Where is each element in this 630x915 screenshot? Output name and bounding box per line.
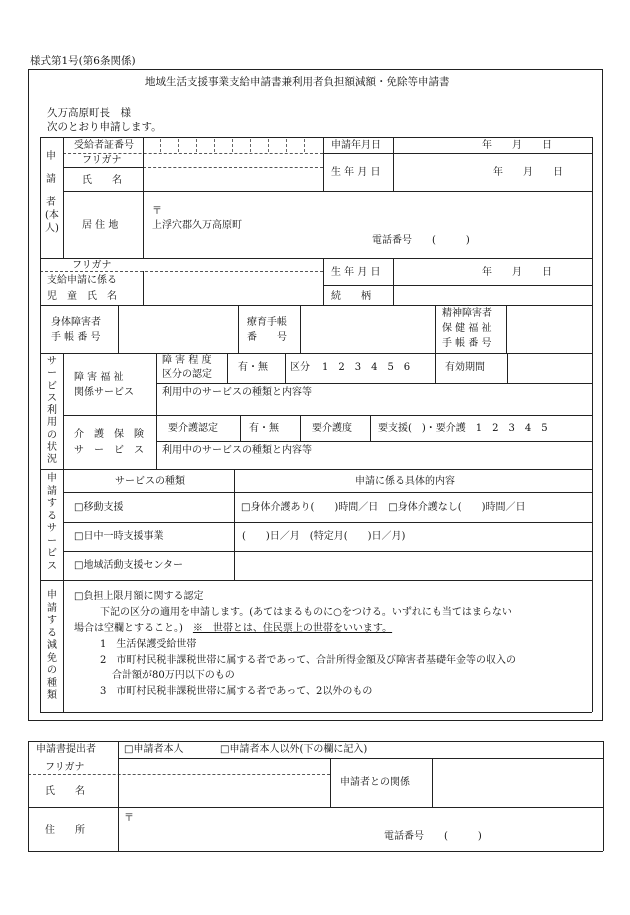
submitter-name-label: 氏 名 (45, 786, 85, 797)
submitter-phone[interactable]: 電話番号 ( ) (384, 831, 482, 842)
recipient-number-label: 受給者証番号 (74, 140, 134, 151)
applicant-birth-label: 生 年 月 日 (331, 167, 381, 178)
service-detail-mobility[interactable]: □身体介護あり( )時間／日 □身体介護なし( )時間／日 (241, 502, 526, 513)
applicant-section-label: 申 請 者 (本 人) (45, 151, 59, 234)
mental-handbook-label-3: 手 帳 番 号 (442, 338, 492, 349)
submitter-postal-mark: 〒 (124, 813, 134, 824)
disability-degree-label-2: 区分の認定 (162, 369, 212, 380)
submitter-label: 申請書提出者 (36, 744, 96, 755)
care-yes-no[interactable]: 有・無 (249, 423, 279, 434)
service-option-daytime[interactable]: □日中一時支援事業 (74, 531, 164, 542)
submitter-address-label: 住 所 (45, 825, 85, 836)
validity-label: 有効期間 (445, 362, 485, 373)
care-insurance-label-1: 介 護 保 険 (74, 429, 144, 440)
care-level-label: 要介護度 (312, 423, 352, 434)
applicant-birth-field[interactable]: 年 月 日 (493, 167, 563, 178)
postal-mark: 〒 (152, 206, 162, 217)
service-type-header: サービスの種類 (115, 476, 185, 487)
service-detail-daytime[interactable]: ( )日／月 (特定月( )日／月) (242, 531, 406, 542)
service-option-mobility[interactable]: □移動支援 (74, 502, 124, 513)
mental-handbook-label-1: 精神障害者 (442, 308, 492, 319)
form-title: 地域生活支援事業支給申請書兼利用者負担額減額・免除等申請書 (145, 76, 450, 88)
welfare-usage-label: 利用中のサービスの種類と内容等 (162, 387, 312, 398)
reduction-heading[interactable]: □負担上限月額に関する認定 (74, 591, 204, 602)
applicant-phone[interactable]: 電話番号 ( ) (372, 235, 470, 246)
application-date-field[interactable]: 年 月 日 (482, 140, 552, 151)
household-note: ※ 世帯とは、住民票上の世帯をいいます。 (192, 623, 393, 634)
category-values[interactable]: 1 2 3 4 5 6 (322, 362, 411, 373)
submitter-furigana-label: フリガナ (45, 762, 85, 773)
relation-label: 続 柄 (331, 291, 371, 302)
reduction-item-2: 2 市町村民税非課税世帯に属する者であって、合計所得金額及び障害者基礎年金等の収入の (100, 655, 517, 666)
reduction-item-2-cont: 合計額が80万円以下のもの (112, 670, 235, 681)
child-name-label-1: 支給申請に係る (47, 275, 117, 286)
physical-handbook-label-2: 手 帳 番 号 (51, 332, 101, 343)
care-level-values[interactable]: 要支援( )・要介護 1 2 3 4 5 (378, 423, 548, 434)
service-option-activity-center[interactable]: □地域活動支援センター (74, 560, 184, 571)
ryoiku-handbook-label-1: 療育手帳 (247, 317, 287, 328)
child-birth-field[interactable]: 年 月 日 (482, 267, 552, 278)
submitter-option-other[interactable]: □申請者本人以外(下の欄に記入) (220, 744, 368, 755)
child-name-label-2: 児 童 氏 名 (47, 291, 117, 302)
applicant-furigana-label: フリガナ (82, 155, 122, 166)
service-status-section-label: サ ー ビ ス 利 用 の 状 況 (47, 356, 57, 466)
requested-services-section-label: 申 請 す る サ ー ビ ス (47, 473, 57, 572)
child-birth-label: 生 年 月 日 (331, 267, 381, 278)
application-date-label: 申請年月日 (331, 140, 381, 151)
service-detail-header: 申請に係る具体的内容 (355, 476, 455, 487)
physical-handbook-label-1: 身体障害者 (51, 317, 101, 328)
care-usage-label: 利用中のサービスの種類と内容等 (162, 445, 312, 456)
form-number: 様式第1号(第6条関係) (30, 55, 136, 67)
residence-label: 居 住 地 (82, 220, 119, 231)
welfare-service-label-2: 関係サービス (74, 387, 134, 398)
disability-degree-label-1: 障 害 程 度 (162, 355, 212, 366)
ryoiku-handbook-label-2: 番 号 (247, 332, 287, 343)
residence-value[interactable]: 上浮穴郡久万高原町 (152, 220, 242, 231)
welfare-service-label-1: 障 害 福 祉 (74, 372, 124, 383)
intro-text: 次のとおり申請します。 (47, 121, 162, 133)
addressee: 久万高原町長 様 (47, 107, 131, 119)
submitter-relation-label: 申請者との関係 (340, 777, 410, 788)
care-insurance-label-2: サ ー ビ ス (74, 445, 144, 456)
applicant-name-label: 氏 名 (82, 175, 122, 186)
reduction-desc-1: 下記の区分の適用を申請します。(あてはまるものに○をつける。いずれにも当てはまらない (100, 607, 512, 618)
care-cert-label: 要介護認定 (168, 423, 218, 434)
reduction-item-1: 1 生活保護受給世帯 (100, 639, 197, 650)
reduction-item-3: 3 市町村民税非課税世帯に属する者であって、2以外のもの (100, 686, 373, 697)
reduction-section-label: 申 請 す る 減 免 の 種 類 (47, 590, 57, 701)
reduction-desc-2a: 場合は空欄とすること。) (74, 623, 193, 634)
reduction-desc-2 (74, 624, 392, 634)
category-label: 区分 (290, 362, 310, 373)
submitter-option-self[interactable]: □申請者本人 (124, 744, 184, 755)
mental-handbook-label-2: 保 健 福 祉 (442, 323, 492, 334)
degree-yes-no[interactable]: 有・無 (238, 362, 268, 373)
child-furigana-label: フリガナ (72, 260, 112, 271)
